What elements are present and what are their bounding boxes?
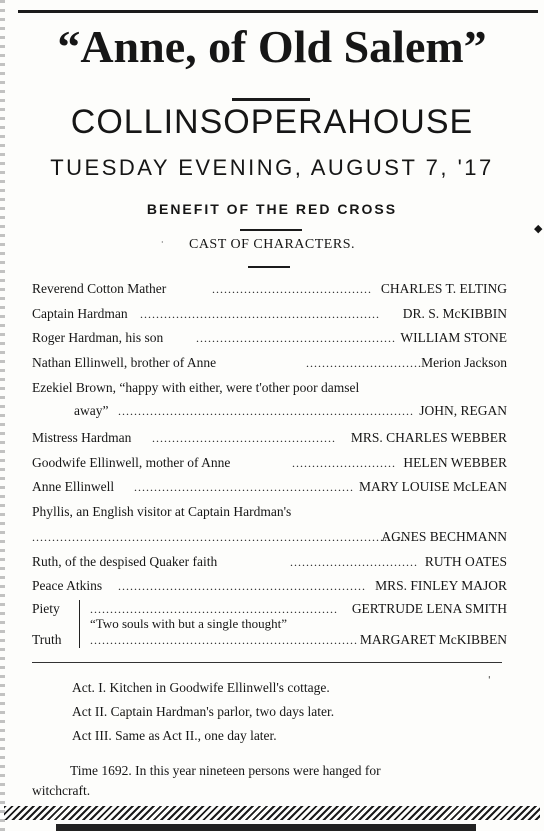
cast-rule [248, 266, 290, 268]
leader-dots: .................................................. [196, 331, 396, 345]
cast-heading: CAST OF CHARACTERS. [188, 237, 355, 252]
leader-dots: .............................................................. [118, 579, 366, 593]
ink-speck: ' [488, 676, 491, 686]
decorative-border [4, 806, 540, 820]
benefit-rule [240, 229, 302, 231]
venue-name: COLLINSOPERAHOUSE [70, 103, 474, 141]
leader-dots: .......................................................................... [118, 404, 414, 418]
leader-dots: ............................. [306, 356, 422, 370]
cast-actor: JOHN, REGAN [419, 403, 507, 418]
cast-actor: MRS. FINLEY MAJOR [375, 578, 507, 593]
ink-speck: ◆ [534, 222, 543, 235]
cast-role: Ezekiel Brown, “happy with either, were t'other poor damsel [32, 380, 360, 395]
cast-role: Roger Hardman, his son [32, 330, 164, 345]
cast-actor: AGNES BECHMANN [381, 529, 507, 544]
play-title: “Anne, of Old Salem” [57, 21, 487, 72]
cast-actor: Merion Jackson [421, 355, 507, 370]
cast-role: Phyllis, an English visitor at Captain Hardman's [32, 504, 292, 519]
ink-speck: · [161, 238, 164, 247]
cast-role: Mistress Hardman [32, 430, 132, 445]
leader-dots: ............................................................ [140, 307, 380, 321]
twin-note: “Two souls with but a single thought” [90, 616, 287, 631]
cast-role: Anne Ellinwell [32, 479, 115, 494]
time-note-line: witchcraft. [32, 783, 91, 798]
leader-dots: .............................................................. [90, 602, 338, 616]
act-line: Act. I. Kitchen in Goodwife Ellinwell's cottage. [72, 680, 330, 695]
cast-role-continued: away” [74, 403, 109, 418]
cast-actor: MARY LOUISE McLEAN [359, 479, 507, 494]
cast-actor: MARGARET McKIBBEN [359, 632, 507, 647]
leader-dots: ....................................................... [134, 480, 354, 494]
leader-dots: ........................................ [212, 282, 372, 296]
cast-role: Goodwife Ellinwell, mother of Anne [32, 455, 231, 470]
cast-role: Reverend Cotton Mather [32, 281, 167, 296]
cast-actor: DR. S. McKIBBIN [402, 306, 507, 321]
performance-date: TUESDAY EVENING, AUGUST 7, '17 [50, 155, 494, 180]
act-line: Act II. Captain Hardman's parlor, two days later. [72, 704, 335, 719]
leader-dots: .............................................. [152, 431, 336, 445]
cast-actor: CHARLES T. ELTING [380, 281, 507, 296]
leader-dots: ................................................................... [90, 633, 358, 647]
cast-role: Ruth, of the despised Quaker faith [32, 554, 218, 569]
twin-bracket [79, 600, 80, 648]
leader-dots: .......................... [292, 456, 396, 470]
leader-dots: ................................ [290, 555, 418, 569]
time-note-line: Time 1692. In this year nineteen persons were hanged for [70, 763, 381, 778]
cast-actor: HELEN WEBBER [403, 455, 507, 470]
next-item-edge [56, 824, 476, 831]
top-rule [18, 10, 538, 13]
cast-actor: MRS. CHARLES WEBBER [350, 430, 507, 445]
time-note [32, 761, 508, 801]
cast-actor: WILLIAM STONE [400, 330, 507, 345]
cast-role: Piety [32, 601, 60, 616]
cast-role: Peace Atkins [32, 578, 103, 593]
title-rule [232, 98, 310, 101]
cast-actor: RUTH OATES [424, 554, 507, 569]
leader-dots: .............................................................................................. [32, 530, 408, 544]
act-line: Act III. Same as Act II., one day later. [72, 728, 277, 743]
benefit-line: BENEFIT OF THE RED CROSS [146, 201, 398, 217]
cast-role: Truth [32, 632, 62, 647]
section-divider [32, 662, 502, 663]
cast-role: Captain Hardman [32, 306, 128, 321]
cast-actor: GERTRUDE LENA SMITH [351, 601, 507, 616]
cast-role: Nathan Ellinwell, brother of Anne [32, 355, 217, 370]
